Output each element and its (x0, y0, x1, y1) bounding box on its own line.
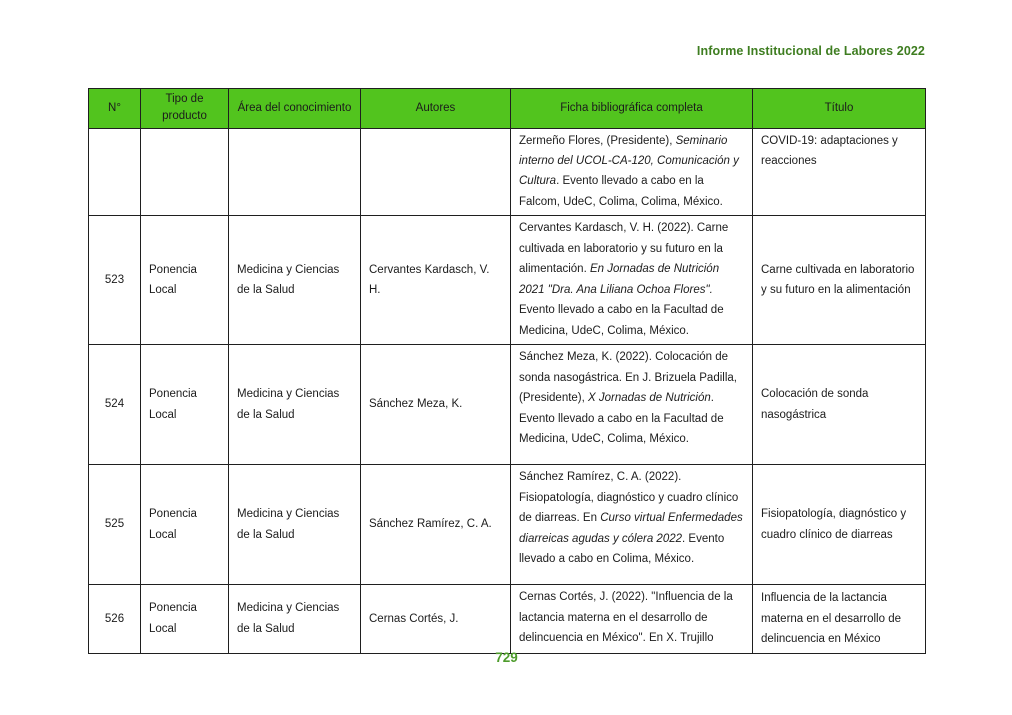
ficha-italic-segment: Curso virtual Enfermedades diarreicas agudas y cólera 2022 (519, 512, 743, 545)
cell-titulo: COVID-19: adaptaciones y reacciones (753, 128, 926, 216)
ficha-italic-segment: En Jornadas de Nutrición 2021 "Dra. Ana Liliana Ochoa Flores". (519, 263, 720, 296)
cell-ficha-bibliografica (511, 585, 753, 653)
page-number: 729 (495, 650, 518, 665)
column-header-area: Área del conocimiento (229, 89, 361, 129)
cell-tipo-producto: Ponencia Local (141, 345, 229, 465)
cell-ficha-bibliografica (511, 128, 753, 216)
publications-table (88, 88, 926, 654)
cell-area-conocimiento: Medicina y Ciencias de la Salud (229, 585, 361, 653)
column-header-tipo: Tipo de producto (141, 89, 229, 129)
cell-area-conocimiento: Medicina y Ciencias de la Salud (229, 216, 361, 345)
ficha-text-segment: . Evento llevado a cabo en la Facultad de Medicina, UdeC, Colima, México. (519, 392, 724, 446)
cell-autores (361, 128, 511, 216)
cell-autores: Sánchez Meza, K. (361, 345, 511, 465)
ficha-text-segment: . Evento llevado a cabo en Colima, México. (519, 532, 725, 566)
column-header-titulo: Título (753, 89, 926, 129)
table-row (89, 216, 926, 345)
column-header-autores: Autores (361, 89, 511, 129)
ficha-text-segment: . Evento llevado a cabo en la Falcom, UdeC, Colima, Colima, México. (519, 175, 723, 208)
ficha-text-segment: Zermeño Flores, (Presidente), (519, 134, 676, 147)
cell-numero: 523 (89, 216, 141, 345)
table-row (89, 128, 926, 216)
ficha-text-segment: Cernas Cortés, J. (2022). "Influencia de la lactancia materna en el desarrollo de delincuencia en México". En X. Trujillo (519, 591, 733, 645)
cell-ficha-bibliografica (511, 345, 753, 465)
cell-area-conocimiento: Medicina y Ciencias de la Salud (229, 345, 361, 465)
cell-numero: 526 (89, 585, 141, 653)
cell-tipo-producto: Ponencia Local (141, 465, 229, 585)
cell-area-conocimiento (229, 128, 361, 216)
cell-autores: Sánchez Ramírez, C. A. (361, 465, 511, 585)
ficha-text-segment: Sánchez Meza, K. (2022). Colocación de sonda nasogástrica. En J. Brizuela Padilla, (Presidente), (519, 351, 737, 405)
cell-ficha-bibliografica (511, 216, 753, 345)
ficha-text-segment: Evento llevado a cabo en la Facultad de Medicina, UdeC, Colima, México. (519, 304, 724, 337)
cell-numero (89, 128, 141, 216)
cell-numero: 524 (89, 345, 141, 465)
table-body (89, 128, 926, 653)
column-header-ficha: Ficha bibliográfica completa (511, 89, 753, 129)
cell-area-conocimiento: Medicina y Ciencias de la Salud (229, 465, 361, 585)
cell-ficha-bibliografica (511, 465, 753, 585)
ficha-italic-segment: Seminario interno del UCOL-CA-120, Comunicación y Cultura (519, 134, 739, 188)
cell-titulo: Carne cultivada en laboratorio y su futuro en la alimentación (753, 216, 926, 345)
cell-tipo-producto: Ponencia Local (141, 585, 229, 653)
cell-titulo: Influencia de la lactancia materna en el desarrollo de delincuencia en México (753, 585, 926, 653)
table-header-row (89, 89, 926, 129)
cell-titulo: Colocación de sonda nasogástrica (753, 345, 926, 465)
cell-autores: Cervantes Kardasch, V. H. (361, 216, 511, 345)
cell-tipo-producto (141, 128, 229, 216)
ficha-text-segment: Cervantes Kardasch, V. H. (2022). Carne cultivada en laboratorio y su futuro en la alimentación. (519, 222, 729, 276)
table-row (89, 585, 926, 653)
cell-autores: Cernas Cortés, J. (361, 585, 511, 653)
table-row (89, 345, 926, 465)
table-header (89, 89, 926, 129)
table-row (89, 465, 926, 585)
ficha-italic-segment: X Jornadas de Nutrición (588, 392, 711, 405)
ficha-text-segment: Sánchez Ramírez, C. A. (2022). Fisiopatología, diagnóstico y cuadro clínico de diarreas. En (519, 471, 739, 525)
cell-tipo-producto: Ponencia Local (141, 216, 229, 345)
cell-numero: 525 (89, 465, 141, 585)
cell-titulo: Fisiopatología, diagnóstico y cuadro clínico de diarreas (753, 465, 926, 585)
column-header-num: N° (89, 89, 141, 129)
report-title: Informe Institucional de Labores 2022 (696, 44, 925, 58)
document-header (88, 44, 925, 58)
